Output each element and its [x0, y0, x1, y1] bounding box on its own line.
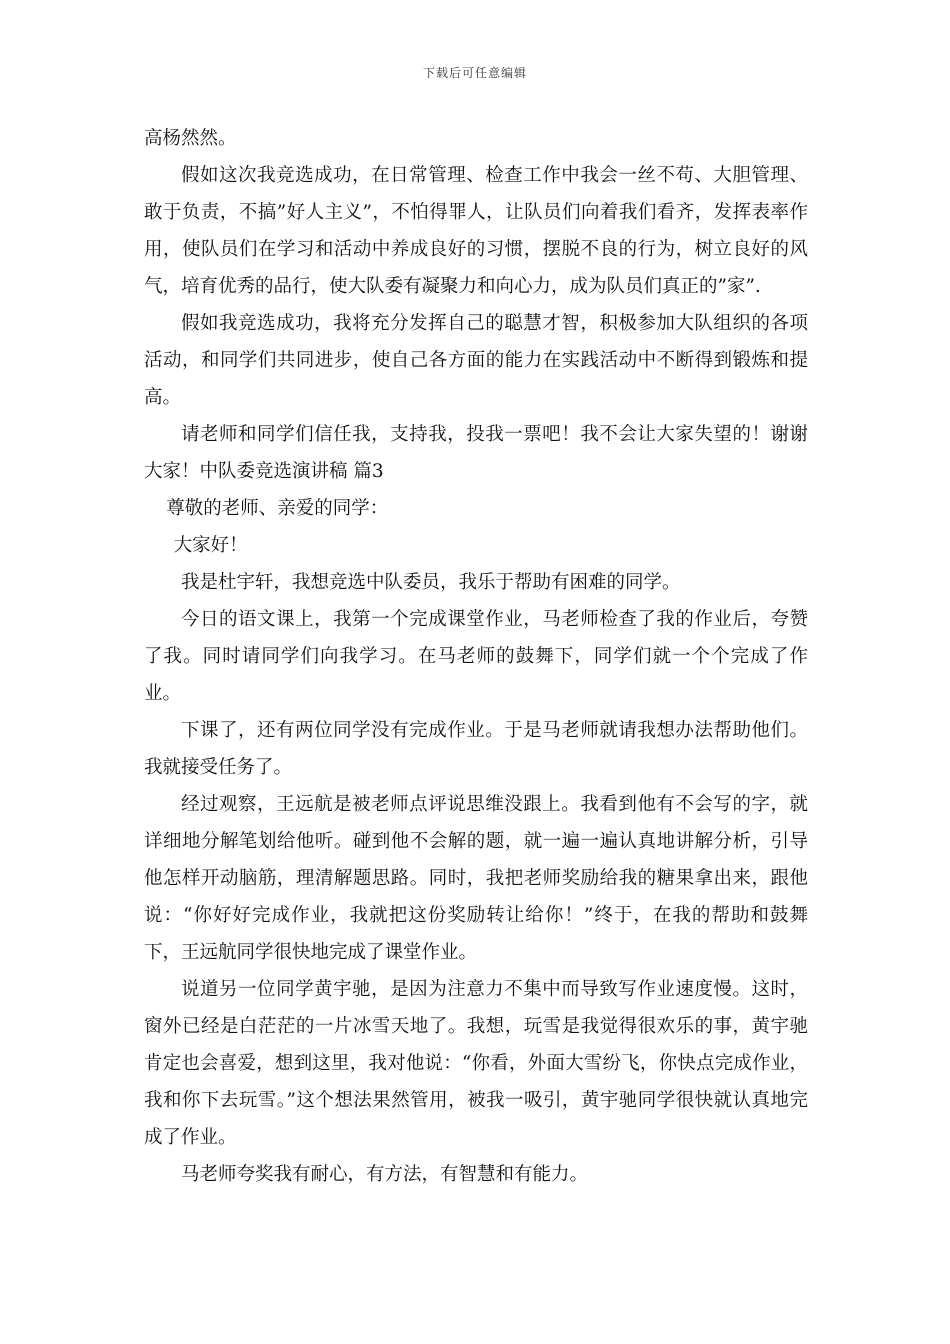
- paragraph-1: 高杨然然。: [144, 128, 237, 149]
- paragraph-8: 今日的语文课上，我第一个完成课堂作业，马老师检查了我的作业后，夸赞了我。同时请同学们向我学习。在马老师的鼓舞下，同学们就一个个完成了作业。: [144, 609, 808, 704]
- paragraph-3: 假如我竞选成功，我将充分发挥自己的聪慧才智，积极参加大队组织的各项活动，和同学们共同进步，使自己各方面的能力在实践活动中不断得到锻炼和提高。: [144, 313, 808, 408]
- paragraph-9: 下课了，还有两位同学没有完成作业。于是马老师就请我想办法帮助他们。我就接受任务了。: [144, 720, 808, 778]
- paragraph-7: 我是杜宇轩，我想竞选中队委员，我乐于帮助有困难的同学。: [181, 572, 681, 593]
- document-body: [144, 120, 808, 1193]
- paragraph-salutation: 尊敬的老师、亲爱的同学：: [166, 498, 389, 519]
- paragraph-10: 经过观察，王远航是被老师点评说思维没跟上。我看到他有不会写的字，就详细地分解笔划给他听。碰到他不会解的题，就一遍一遍认真地讲解分析，引导他怎样开动脑筋，理清解题思路。同时，我把老师奖励给我的糖果拿出来，跟他说：“你好好完成作业，我就把这份奖励转让给你！”终于，在我的帮助和鼓舞下，王远航同学很快地完成了课堂作业。: [144, 794, 808, 963]
- page-header: 下载后可任意编辑: [422, 66, 527, 80]
- paragraph-greeting: 大家好！: [173, 535, 248, 556]
- paragraph-11: 说道另一位同学黄宇驰，是因为注意力不集中而导致写作业速度慢。这时，窗外已经是白茫茫的一片冰雪天地了。我想，玩雪是我觉得很欢乐的事，黄宇驰肯定也会喜爱，想到这里，我对他说：“你看，外面大雪纷飞，你快点完成作业，我和你下去玩雪。”这个想法果然管用，被我一吸引，黄宇驰同学很快就认真地完成了作业。: [144, 979, 808, 1148]
- paragraph-4: 请老师和同学们信任我，支持我，投我一票吧！我不会让大家失望的！谢谢大家！中队委竞选演讲稿 篇3: [144, 424, 808, 482]
- paragraph-2: 假如这次我竞选成功，在日常管理、检查工作中我会一丝不苟、大胆管理、敢于负责，不搞”好人主义”，不怕得罪人，让队员们向着我们看齐，发挥表率作用，使队员们在学习和活动中养成良好的习惯，摆脱不良的行为，树立良好的风气，培育优秀的品行，使大队委有凝聚力和向心力，成为队员们真正的”家”.: [144, 165, 808, 297]
- paragraph-12: 马老师夸奖我有耐心，有方法，有智慧和有能力。: [181, 1164, 589, 1185]
